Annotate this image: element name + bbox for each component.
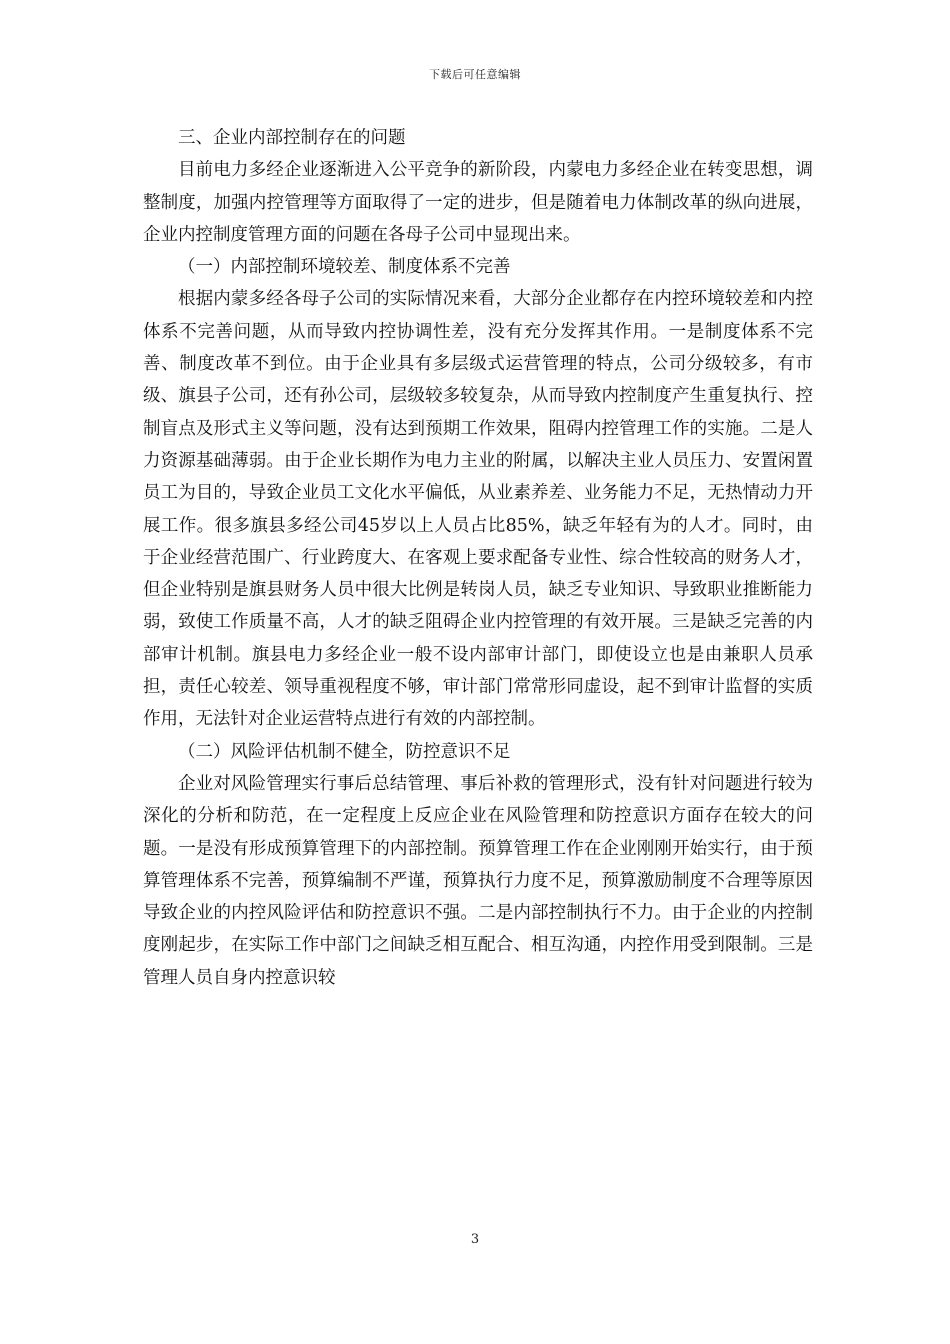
section-title: 三、企业内部控制存在的问题 — [178, 128, 406, 148]
header-note: 下载后可任意编辑 — [429, 68, 521, 81]
paragraph-risk-assessment: 企业对风险管理实行事后总结管理、事后补救的管理形式，没有针对问题进行较为深化的分析和防范，在一定程度上反应企业在风险管理和防控意识方面存在较大的问题。一是没有形成预算管理下的内部控制。预算管理工作在企业刚刚开始实行，由于预算管理体系不完善，预算编制不严谨，预算执行力度不足，预算激励制度不合理等原因导致企业的内控风险评估和防控意识不强。二是内部控制执行不力。由于企业的内控制度刚起步，在实际工作中部门之间缺乏相互配合、相互沟通，内控作用受到限制。三是管理人员自身内控意识较 — [143, 773, 813, 988]
paragraph-intro: 目前电力多经企业逐渐进入公平竞争的新阶段，内蒙电力多经企业在转变思想，调整制度，加强内控管理等方面取得了一定的进步，但是随着电力体制改革的纵向进展，企业内控制度管理方面的问题在各母子公司中显现出来。 — [143, 160, 813, 245]
document-body — [143, 122, 813, 994]
subsection-title-1: （一）内部控制环境较差、制度体系不完善 — [178, 257, 511, 278]
paragraph-control-environment: 根据内蒙多经各母子公司的实际情况来看，大部分企业都存在内控环境较差和内控体系不完善问题，从而导致内控协调性差，没有充分发挥其作用。一是制度体系不完善、制度改革不到位。由于企业具有多层级式运营管理的特点，公司分级较多，有市级、旗县子公司，还有孙公司，层级较多较复杂，从而导致内控制度产生重复执行、控制盲点及形式主义等问题，没有达到预期工作效果，阻碍内控管理工作的实施。二是人力资源基础薄弱。由于企业长期作为电力主业的附属，以解决主业人员压力、安置闲置员工为目的，导致企业员工文化水平偏低，从业素养差、业务能力不足，无热情动力开展工作。很多旗县多经公司45岁以上人员占比85%，缺乏年轻有为的人才。同时，由于企业经营范围广、行业跨度大、在客观上要求配备专业性、综合性较高的财务人才，但企业特别是旗县财务人员中很大比例是转岗人员，缺乏专业知识、导致职业推断能力弱，致使工作质量不高，人才的缺乏阻碍企业内控管理的有效开展。三是缺乏完善的内部审计机制。旗县电力多经企业一般不设内部审计部门，即使设立也是由兼职人员承担，责任心较差、领导重视程度不够，审计部门常常形同虚设，起不到审计监督的实质作用，无法针对企业运营特点进行有效的内部控制。 — [143, 289, 813, 730]
subsection-title-2: （二）风险评估机制不健全，防控意识不足 — [178, 741, 511, 762]
page-number: 3 — [470, 1232, 480, 1247]
